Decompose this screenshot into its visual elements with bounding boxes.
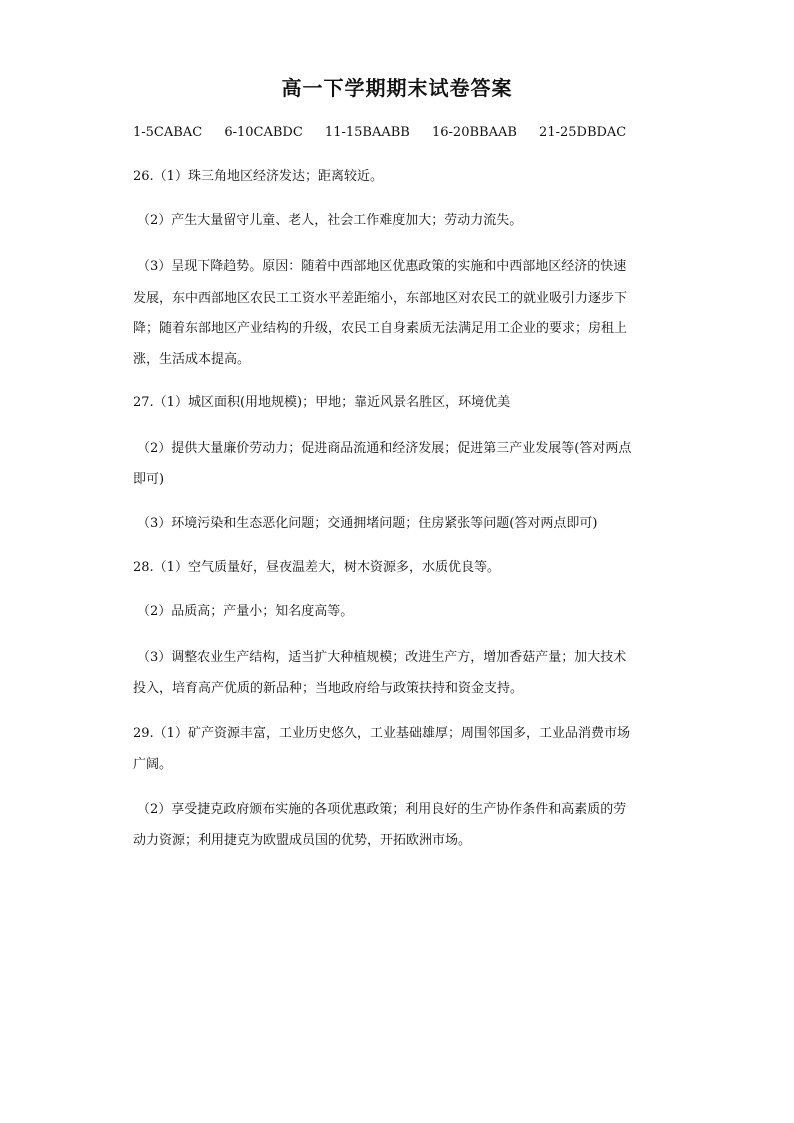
q28-part2: （2）品质高；产量小；知名度高等。 (137, 604, 354, 619)
q29-part2-line: （2）享受捷克政府颁布实施的各项优惠政策；利用良好的生产协作条件和高素质的劳 (137, 802, 627, 817)
q26-part2: （2）产生大量留守儿童、老人，社会工作难度加大；劳动力流失。 (137, 213, 523, 228)
q27-part2-line: 即可) (133, 472, 165, 487)
q26-part3-line: 涨，生活成本提高。 (133, 352, 251, 367)
choice-answer-group: 6-10CABDC (224, 125, 303, 140)
q27-part2-line: （2）提供大量廉价劳动力；促进商品流通和经济发展；促进第三产业发展等(答对两点 (137, 441, 632, 456)
q28-part1: 28.（1）空气质量好，昼夜温差大，树木资源多，水质优良等。 (133, 560, 500, 575)
q26-part1: 26.（1）珠三角地区经济发达；距离较近。 (133, 169, 383, 184)
page-title: 高一下学期期末试卷答案 (281, 76, 513, 100)
q27-part3: （3）环境污染和生态恶化问题；交通拥堵问题；住房紧张等问题(答对两点即可) (137, 516, 598, 531)
choice-answer-group: 1-5CABAC (133, 125, 203, 140)
choice-answer-key (133, 118, 668, 148)
choice-answer-group: 16-20BBAAB (431, 125, 517, 140)
q27-part1: 27.（1）城区面积(用地规模)；甲地；靠近风景名胜区，环境优美 (133, 395, 511, 410)
q28-part3-line: （3）调整农业生产结构，适当扩大种植规模；改进生产方，增加香菇产量；加大技术 (137, 650, 627, 665)
q29-part2-line: 动力资源；利用捷克为欧盟成员国的优势，开拓欧洲市场。 (133, 833, 472, 848)
q26-part3-line: 发展，东中西部地区农民工工资水平差距缩小，东部地区对农民工的就业吸引力逐步下 (133, 291, 628, 306)
q28-part3-line: 投入，培育高产优质的新品种；当地政府给与政策扶持和资金支持。 (133, 681, 524, 696)
q26-part3-line: （3）呈现下降趋势。原因：随着中西部地区优惠政策的实施和中西部地区经济的快速 (137, 259, 627, 274)
q29-part1-line: 29.（1）矿产资源丰富，工业历史悠久，工业基础雄厚；周围邻国多，工业品消费市场 (133, 726, 630, 741)
q26-part3-line: 降；随着东部地区产业结构的升级，农民工自身素质无法满足用工企业的要求；房租上 (133, 321, 628, 336)
q29-part1-line: 广阔。 (133, 757, 173, 772)
choice-answer-group: 21-25DBDAC (539, 125, 627, 140)
choice-answer-group: 11-15BAABB (324, 125, 410, 140)
